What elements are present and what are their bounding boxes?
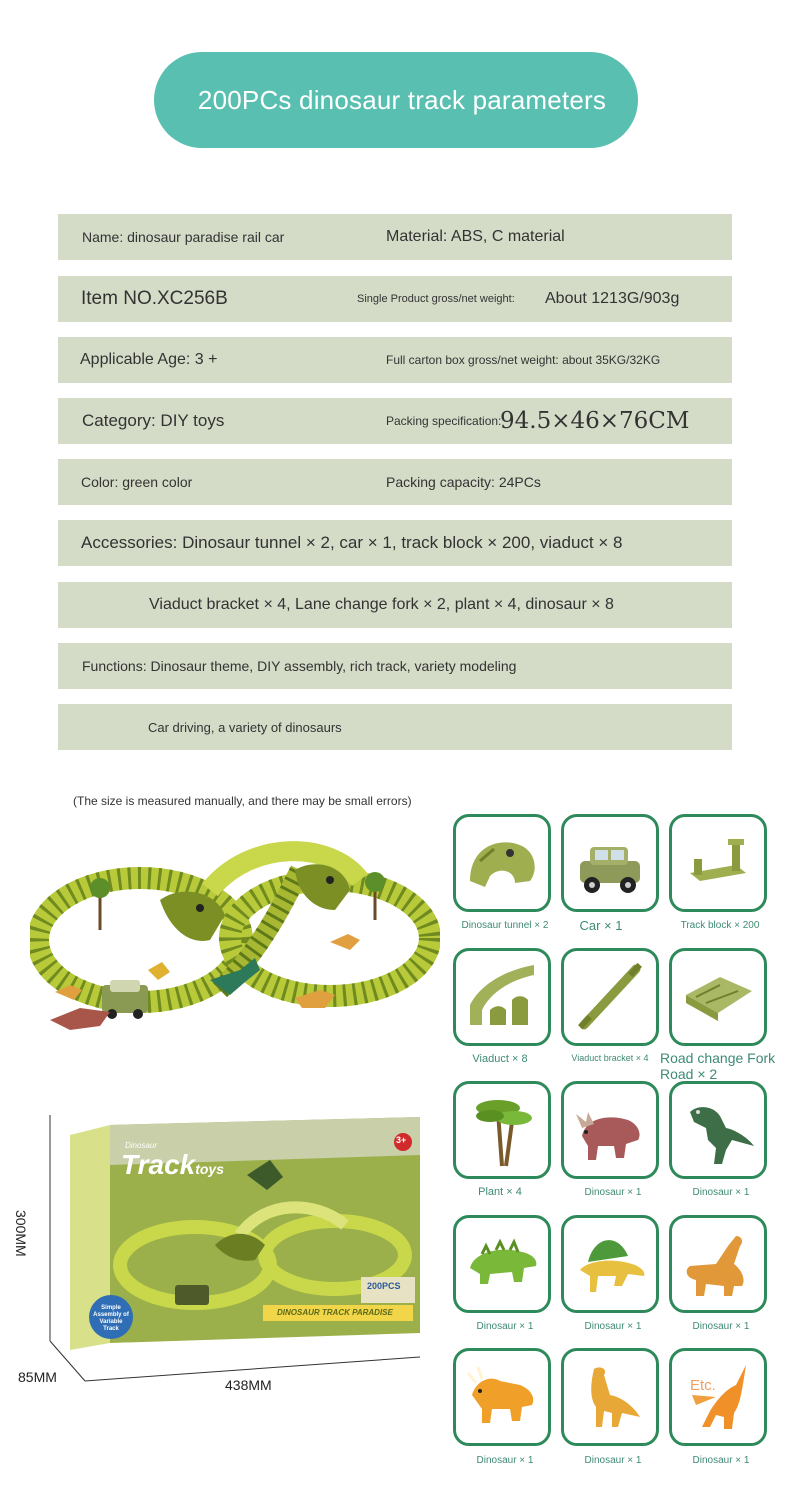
paradise-label: DINOSAUR TRACK PARADISE (277, 1308, 393, 1317)
part-card-triceratops (453, 1348, 551, 1446)
part-card-spinosaurus (561, 1215, 659, 1313)
param-row-color (58, 459, 732, 505)
param-age: Applicable Age: 3 + (80, 351, 218, 368)
ankylosaurus-icon (460, 1222, 544, 1306)
part-card-parasaurolophus (561, 1348, 659, 1446)
track-set-photo (30, 830, 440, 1045)
param-packing-value: 94.5×46×76CM (500, 408, 690, 434)
part-card-fork-road (669, 948, 767, 1046)
caption-track-block: Track block × 200 (680, 920, 760, 931)
param-category: Category: DIY toys (82, 411, 225, 430)
pcs-badge: 200PCS (367, 1281, 401, 1291)
part-card-trex (669, 1081, 767, 1179)
caption-fork-road: Road change Fork Road × 2 (660, 1050, 776, 1082)
param-name: Name: dinosaur paradise rail car (82, 229, 285, 245)
caption-car: Car × 1 (579, 918, 623, 933)
fork-road-icon (676, 955, 760, 1039)
param-weight-label: Single Product gross/net weight: (357, 293, 515, 305)
part-card-track-block (669, 814, 767, 912)
caption-dinosaur-2: Dinosaur × 1 (692, 1187, 750, 1198)
box-brand-suffix: toys (195, 1161, 225, 1177)
param-carton-weight: Full carton box gross/net weight: about 35KG/32KG (386, 353, 661, 367)
box-brand-small: Dinosaur (125, 1141, 158, 1150)
param-row-item (58, 276, 732, 322)
param-material: Material: ABS, C material (386, 228, 565, 245)
styracosaurus-icon (568, 1088, 652, 1172)
part-card-viaduct-bracket (561, 948, 659, 1046)
param-color: Color: green color (81, 474, 193, 490)
part-card-dinosaur-tunnel (453, 814, 551, 912)
caption-dinosaur-4: Dinosaur × 1 (584, 1321, 642, 1332)
caption-dinosaur-1: Dinosaur × 1 (584, 1187, 642, 1198)
page-title: 200PCs dinosaur track parameters (197, 84, 607, 115)
box-brand-big: Track (121, 1149, 196, 1180)
dimension-width: 438MM (225, 1377, 272, 1393)
param-row-category (58, 398, 732, 444)
caption-viaduct-bracket: Viaduct bracket × 4 (571, 1053, 649, 1063)
assembly-badge: Simple Assembly of Variable Track (93, 1305, 129, 1332)
param-row-accessories (58, 520, 732, 566)
dimorphodon-icon (676, 1355, 760, 1439)
title-banner (154, 52, 638, 148)
part-card-brachiosaurus (669, 1215, 767, 1313)
caption-dinosaur-6: Dinosaur × 1 (476, 1455, 534, 1466)
param-row-functions-2 (58, 704, 732, 750)
param-row-accessories-2 (58, 582, 732, 628)
caption-plant: Plant × 4 (478, 1186, 522, 1198)
param-row-name (58, 214, 732, 260)
param-accessories-continued: Viaduct bracket × 4, Lane change fork × 2, plant × 4, dinosaur × 8 (149, 596, 614, 613)
part-card-viaduct (453, 948, 551, 1046)
dinosaur-tunnel-icon (460, 821, 544, 905)
caption-dinosaur-7: Dinosaur × 1 (584, 1455, 642, 1466)
param-accessories: Accessories: Dinosaur tunnel × 2, car × 1, track block × 200, viaduct × 8 (81, 533, 623, 552)
product-box-photo (15, 1105, 430, 1400)
brachiosaurus-icon (676, 1222, 760, 1306)
param-row-functions (58, 643, 732, 689)
track-block-icon (676, 821, 760, 905)
caption-dinosaur-5: Dinosaur × 1 (692, 1321, 750, 1332)
caption-dinosaur-3: Dinosaur × 1 (476, 1321, 534, 1332)
triceratops-icon (460, 1355, 544, 1439)
etc-overlay: Etc. (690, 1377, 716, 1394)
caption-dinosaur-8: Dinosaur × 1 (692, 1455, 750, 1466)
spinosaurus-icon (568, 1222, 652, 1306)
box-brand (121, 1149, 224, 1181)
part-card-ankylosaurus (453, 1215, 551, 1313)
car-icon (568, 821, 652, 905)
viaduct-bracket-icon (568, 955, 652, 1039)
param-functions: Functions: Dinosaur theme, DIY assembly, rich track, variety modeling (82, 658, 517, 674)
age-badge: 3+ (396, 1135, 407, 1145)
param-row-age (58, 337, 732, 383)
param-item-no: Item NO.XC256B (81, 288, 228, 309)
part-card-plant (453, 1081, 551, 1179)
param-capacity: Packing capacity: 24PCs (386, 474, 541, 490)
measure-note: (The size is measured manually, and there may be small errors) (73, 794, 412, 808)
part-card-car (561, 814, 659, 912)
param-packing-label: Packing specification: (386, 414, 502, 428)
param-functions-continued: Car driving, a variety of dinosaurs (148, 719, 342, 735)
caption-dinosaur-tunnel: Dinosaur tunnel × 2 (461, 920, 549, 931)
part-card-dimorphodon (669, 1348, 767, 1446)
plant-icon (460, 1088, 544, 1172)
viaduct-icon (460, 955, 544, 1039)
parasaurolophus-icon (568, 1355, 652, 1439)
caption-viaduct: Viaduct × 8 (472, 1053, 528, 1065)
dimension-height: 300MM (13, 1210, 29, 1257)
param-weight-value: About 1213G/903g (545, 290, 680, 307)
part-card-styracosaurus (561, 1081, 659, 1179)
trex-icon (676, 1088, 760, 1172)
dimension-depth: 85MM (18, 1369, 57, 1385)
